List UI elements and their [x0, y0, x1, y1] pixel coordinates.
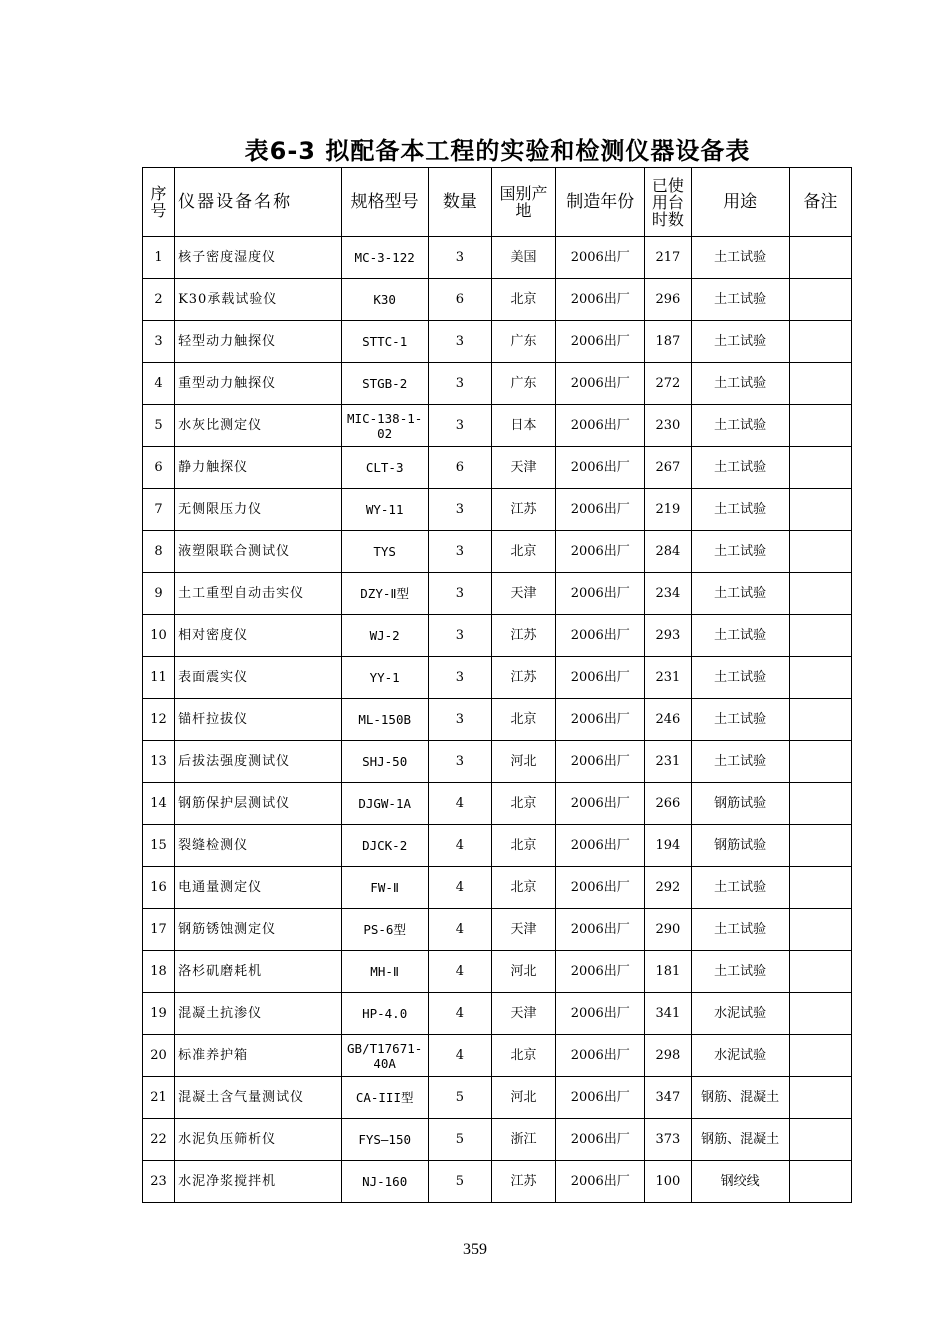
table-row — [143, 531, 852, 573]
cell-seq: 15 — [143, 825, 175, 867]
cell-origin: 北京 — [491, 783, 555, 825]
cell-seq: 17 — [143, 909, 175, 951]
table-row — [143, 1161, 852, 1203]
cell-use: 土工试验 — [691, 699, 789, 741]
cell-seq: 7 — [143, 489, 175, 531]
cell-qty: 4 — [428, 993, 491, 1035]
cell-year: 2006出厂 — [556, 1119, 645, 1161]
cell-spec: STTC-1 — [341, 321, 428, 363]
cell-use: 土工试验 — [691, 363, 789, 405]
cell-name: 钢筋保护层测试仪 — [175, 783, 341, 825]
cell-year: 2006出厂 — [556, 825, 645, 867]
cell-spec: MC-3-122 — [341, 237, 428, 279]
cell-hours: 341 — [645, 993, 691, 1035]
cell-use: 土工试验 — [691, 237, 789, 279]
cell-spec: YY-1 — [341, 657, 428, 699]
cell-year: 2006出厂 — [556, 405, 645, 447]
cell-seq: 1 — [143, 237, 175, 279]
cell-spec: PS-6型 — [341, 909, 428, 951]
cell-remark — [789, 1077, 851, 1119]
cell-hours: 194 — [645, 825, 691, 867]
table-body — [143, 168, 852, 1203]
cell-spec: MH-Ⅱ — [341, 951, 428, 993]
header-qty: 数量 — [428, 168, 491, 237]
cell-seq: 4 — [143, 363, 175, 405]
cell-origin: 日本 — [491, 405, 555, 447]
cell-seq: 9 — [143, 573, 175, 615]
cell-year: 2006出厂 — [556, 447, 645, 489]
cell-year: 2006出厂 — [556, 279, 645, 321]
cell-remark — [789, 489, 851, 531]
cell-qty: 3 — [428, 573, 491, 615]
cell-remark — [789, 531, 851, 573]
cell-qty: 3 — [428, 321, 491, 363]
table-row — [143, 489, 852, 531]
cell-spec: CLT-3 — [341, 447, 428, 489]
table-row — [143, 657, 852, 699]
table-row — [143, 783, 852, 825]
table-row — [143, 825, 852, 867]
cell-name: 电通量测定仪 — [175, 867, 341, 909]
cell-seq: 13 — [143, 741, 175, 783]
cell-hours: 347 — [645, 1077, 691, 1119]
cell-spec: HP-4.0 — [341, 993, 428, 1035]
cell-name: 静力触探仪 — [175, 447, 341, 489]
cell-qty: 4 — [428, 783, 491, 825]
cell-name: 裂缝检测仪 — [175, 825, 341, 867]
cell-year: 2006出厂 — [556, 573, 645, 615]
cell-hours: 187 — [645, 321, 691, 363]
cell-origin: 广东 — [491, 363, 555, 405]
cell-remark — [789, 279, 851, 321]
equipment-table — [142, 167, 852, 1203]
cell-qty: 5 — [428, 1077, 491, 1119]
table-row — [143, 1035, 852, 1077]
table-row — [143, 363, 852, 405]
cell-name: 洛杉矶磨耗机 — [175, 951, 341, 993]
cell-qty: 4 — [428, 1035, 491, 1077]
cell-use: 钢绞线 — [691, 1161, 789, 1203]
cell-year: 2006出厂 — [556, 489, 645, 531]
table-title: 表6-3 拟配备本工程的实验和检测仪器设备表 — [244, 137, 751, 165]
cell-hours: 266 — [645, 783, 691, 825]
table-row — [143, 741, 852, 783]
cell-year: 2006出厂 — [556, 1161, 645, 1203]
cell-spec: WY-11 — [341, 489, 428, 531]
cell-spec: STGB-2 — [341, 363, 428, 405]
cell-remark — [789, 867, 851, 909]
cell-use: 土工试验 — [691, 447, 789, 489]
cell-name: 核子密度湿度仪 — [175, 237, 341, 279]
cell-name: K30承载试验仪 — [175, 279, 341, 321]
header-name: 仪器设备名称 — [175, 168, 341, 237]
table-row — [143, 573, 852, 615]
cell-year: 2006出厂 — [556, 321, 645, 363]
cell-seq: 2 — [143, 279, 175, 321]
cell-remark — [789, 657, 851, 699]
cell-use: 水泥试验 — [691, 1035, 789, 1077]
cell-seq: 14 — [143, 783, 175, 825]
header-spec: 规格型号 — [341, 168, 428, 237]
cell-name: 水泥负压筛析仪 — [175, 1119, 341, 1161]
table-row — [143, 405, 852, 447]
cell-spec: GB/T17671-40A — [341, 1035, 428, 1077]
cell-name: 土工重型自动击实仪 — [175, 573, 341, 615]
cell-remark — [789, 741, 851, 783]
cell-seq: 5 — [143, 405, 175, 447]
cell-use: 土工试验 — [691, 531, 789, 573]
cell-year: 2006出厂 — [556, 237, 645, 279]
cell-qty: 4 — [428, 867, 491, 909]
cell-hours: 373 — [645, 1119, 691, 1161]
cell-hours: 296 — [645, 279, 691, 321]
cell-remark — [789, 699, 851, 741]
cell-year: 2006出厂 — [556, 363, 645, 405]
cell-name: 重型动力触探仪 — [175, 363, 341, 405]
cell-hours: 231 — [645, 657, 691, 699]
cell-hours: 219 — [645, 489, 691, 531]
cell-qty: 3 — [428, 741, 491, 783]
cell-qty: 3 — [428, 237, 491, 279]
cell-origin: 天津 — [491, 447, 555, 489]
cell-use: 钢筋试验 — [691, 825, 789, 867]
cell-remark — [789, 951, 851, 993]
cell-year: 2006出厂 — [556, 741, 645, 783]
cell-origin: 江苏 — [491, 1161, 555, 1203]
cell-remark — [789, 783, 851, 825]
table-row — [143, 321, 852, 363]
cell-use: 土工试验 — [691, 657, 789, 699]
cell-use: 钢筋、混凝土 — [691, 1119, 789, 1161]
table-row — [143, 867, 852, 909]
cell-hours: 284 — [645, 531, 691, 573]
cell-remark — [789, 237, 851, 279]
cell-use: 钢筋、混凝土 — [691, 1077, 789, 1119]
cell-origin: 北京 — [491, 867, 555, 909]
header-use: 用途 — [691, 168, 789, 237]
table-row — [143, 909, 852, 951]
cell-use: 土工试验 — [691, 405, 789, 447]
cell-qty: 6 — [428, 447, 491, 489]
cell-spec: K30 — [341, 279, 428, 321]
cell-year: 2006出厂 — [556, 615, 645, 657]
table-row — [143, 237, 852, 279]
cell-remark — [789, 825, 851, 867]
cell-name: 锚杆拉拔仪 — [175, 699, 341, 741]
cell-name: 液塑限联合测试仪 — [175, 531, 341, 573]
table-row — [143, 951, 852, 993]
cell-origin: 北京 — [491, 825, 555, 867]
cell-spec: DZY-Ⅱ型 — [341, 573, 428, 615]
cell-name: 混凝土含气量测试仪 — [175, 1077, 341, 1119]
cell-origin: 河北 — [491, 1077, 555, 1119]
cell-remark — [789, 321, 851, 363]
cell-use: 水泥试验 — [691, 993, 789, 1035]
cell-hours: 230 — [645, 405, 691, 447]
cell-spec: WJ-2 — [341, 615, 428, 657]
cell-spec: DJGW-1A — [341, 783, 428, 825]
cell-use: 土工试验 — [691, 279, 789, 321]
cell-hours: 272 — [645, 363, 691, 405]
cell-qty: 4 — [428, 825, 491, 867]
cell-origin: 江苏 — [491, 657, 555, 699]
cell-year: 2006出厂 — [556, 993, 645, 1035]
cell-origin: 北京 — [491, 279, 555, 321]
cell-qty: 3 — [428, 657, 491, 699]
cell-remark — [789, 993, 851, 1035]
cell-use: 钢筋试验 — [691, 783, 789, 825]
cell-use: 土工试验 — [691, 741, 789, 783]
cell-hours: 234 — [645, 573, 691, 615]
cell-spec: MIC-138-1-02 — [341, 405, 428, 447]
header-seq: 序号 — [143, 168, 175, 237]
cell-use: 土工试验 — [691, 321, 789, 363]
table-row — [143, 1077, 852, 1119]
cell-hours: 181 — [645, 951, 691, 993]
cell-origin: 美国 — [491, 237, 555, 279]
cell-year: 2006出厂 — [556, 1035, 645, 1077]
cell-name: 表面震实仪 — [175, 657, 341, 699]
cell-seq: 22 — [143, 1119, 175, 1161]
cell-origin: 北京 — [491, 699, 555, 741]
table-row — [143, 993, 852, 1035]
cell-year: 2006出厂 — [556, 699, 645, 741]
cell-qty: 4 — [428, 909, 491, 951]
cell-remark — [789, 1035, 851, 1077]
cell-qty: 3 — [428, 531, 491, 573]
cell-seq: 23 — [143, 1161, 175, 1203]
cell-hours: 267 — [645, 447, 691, 489]
cell-year: 2006出厂 — [556, 951, 645, 993]
cell-hours: 298 — [645, 1035, 691, 1077]
cell-seq: 3 — [143, 321, 175, 363]
header-year: 制造年份 — [556, 168, 645, 237]
table-row — [143, 279, 852, 321]
cell-name: 钢筋锈蚀测定仪 — [175, 909, 341, 951]
cell-name: 轻型动力触探仪 — [175, 321, 341, 363]
cell-hours: 290 — [645, 909, 691, 951]
cell-name: 标准养护箱 — [175, 1035, 341, 1077]
cell-remark — [789, 363, 851, 405]
cell-remark — [789, 909, 851, 951]
cell-origin: 天津 — [491, 993, 555, 1035]
cell-qty: 3 — [428, 405, 491, 447]
cell-hours: 292 — [645, 867, 691, 909]
cell-remark — [789, 447, 851, 489]
cell-seq: 11 — [143, 657, 175, 699]
cell-hours: 231 — [645, 741, 691, 783]
cell-year: 2006出厂 — [556, 657, 645, 699]
cell-name: 混凝土抗渗仪 — [175, 993, 341, 1035]
cell-spec: TYS — [341, 531, 428, 573]
table-row — [143, 615, 852, 657]
cell-use: 土工试验 — [691, 867, 789, 909]
cell-hours: 293 — [645, 615, 691, 657]
cell-year: 2006出厂 — [556, 783, 645, 825]
cell-spec: ML-150B — [341, 699, 428, 741]
cell-qty: 5 — [428, 1161, 491, 1203]
cell-seq: 16 — [143, 867, 175, 909]
cell-remark — [789, 405, 851, 447]
cell-qty: 5 — [428, 1119, 491, 1161]
cell-use: 土工试验 — [691, 909, 789, 951]
cell-use: 土工试验 — [691, 489, 789, 531]
cell-origin: 浙江 — [491, 1119, 555, 1161]
cell-seq: 19 — [143, 993, 175, 1035]
cell-origin: 天津 — [491, 909, 555, 951]
cell-qty: 3 — [428, 489, 491, 531]
cell-origin: 河北 — [491, 951, 555, 993]
cell-qty: 4 — [428, 951, 491, 993]
cell-seq: 21 — [143, 1077, 175, 1119]
cell-name: 无侧限压力仪 — [175, 489, 341, 531]
cell-origin: 北京 — [491, 1035, 555, 1077]
table-row — [143, 447, 852, 489]
cell-name: 相对密度仪 — [175, 615, 341, 657]
cell-seq: 10 — [143, 615, 175, 657]
cell-origin: 江苏 — [491, 489, 555, 531]
cell-year: 2006出厂 — [556, 1077, 645, 1119]
cell-spec: CA-III型 — [341, 1077, 428, 1119]
table-row — [143, 699, 852, 741]
cell-origin: 江苏 — [491, 615, 555, 657]
table-row — [143, 1119, 852, 1161]
cell-remark — [789, 1161, 851, 1203]
cell-seq: 18 — [143, 951, 175, 993]
cell-seq: 12 — [143, 699, 175, 741]
header-row — [143, 168, 852, 237]
cell-name: 水灰比测定仪 — [175, 405, 341, 447]
cell-spec: SHJ-50 — [341, 741, 428, 783]
cell-spec: FW-Ⅱ — [341, 867, 428, 909]
cell-qty: 6 — [428, 279, 491, 321]
cell-year: 2006出厂 — [556, 909, 645, 951]
cell-remark — [789, 1119, 851, 1161]
cell-remark — [789, 573, 851, 615]
page-number: 359 — [463, 1241, 487, 1258]
cell-year: 2006出厂 — [556, 531, 645, 573]
header-remark: 备注 — [789, 168, 851, 237]
cell-origin: 河北 — [491, 741, 555, 783]
cell-qty: 3 — [428, 699, 491, 741]
cell-origin: 广东 — [491, 321, 555, 363]
cell-remark — [789, 615, 851, 657]
cell-hours: 246 — [645, 699, 691, 741]
cell-hours: 100 — [645, 1161, 691, 1203]
cell-spec: NJ-160 — [341, 1161, 428, 1203]
cell-use: 土工试验 — [691, 615, 789, 657]
cell-seq: 6 — [143, 447, 175, 489]
cell-origin: 天津 — [491, 573, 555, 615]
cell-spec: DJCK-2 — [341, 825, 428, 867]
header-hours: 已使用台时数 — [645, 168, 691, 237]
header-origin: 国别产地 — [491, 168, 555, 237]
cell-year: 2006出厂 — [556, 867, 645, 909]
cell-qty: 3 — [428, 363, 491, 405]
cell-hours: 217 — [645, 237, 691, 279]
cell-name: 后拔法强度测试仪 — [175, 741, 341, 783]
cell-spec: FYS—150 — [341, 1119, 428, 1161]
cell-qty: 3 — [428, 615, 491, 657]
cell-origin: 北京 — [491, 531, 555, 573]
cell-seq: 20 — [143, 1035, 175, 1077]
cell-name: 水泥净浆搅拌机 — [175, 1161, 341, 1203]
cell-use: 土工试验 — [691, 573, 789, 615]
cell-use: 土工试验 — [691, 951, 789, 993]
cell-seq: 8 — [143, 531, 175, 573]
